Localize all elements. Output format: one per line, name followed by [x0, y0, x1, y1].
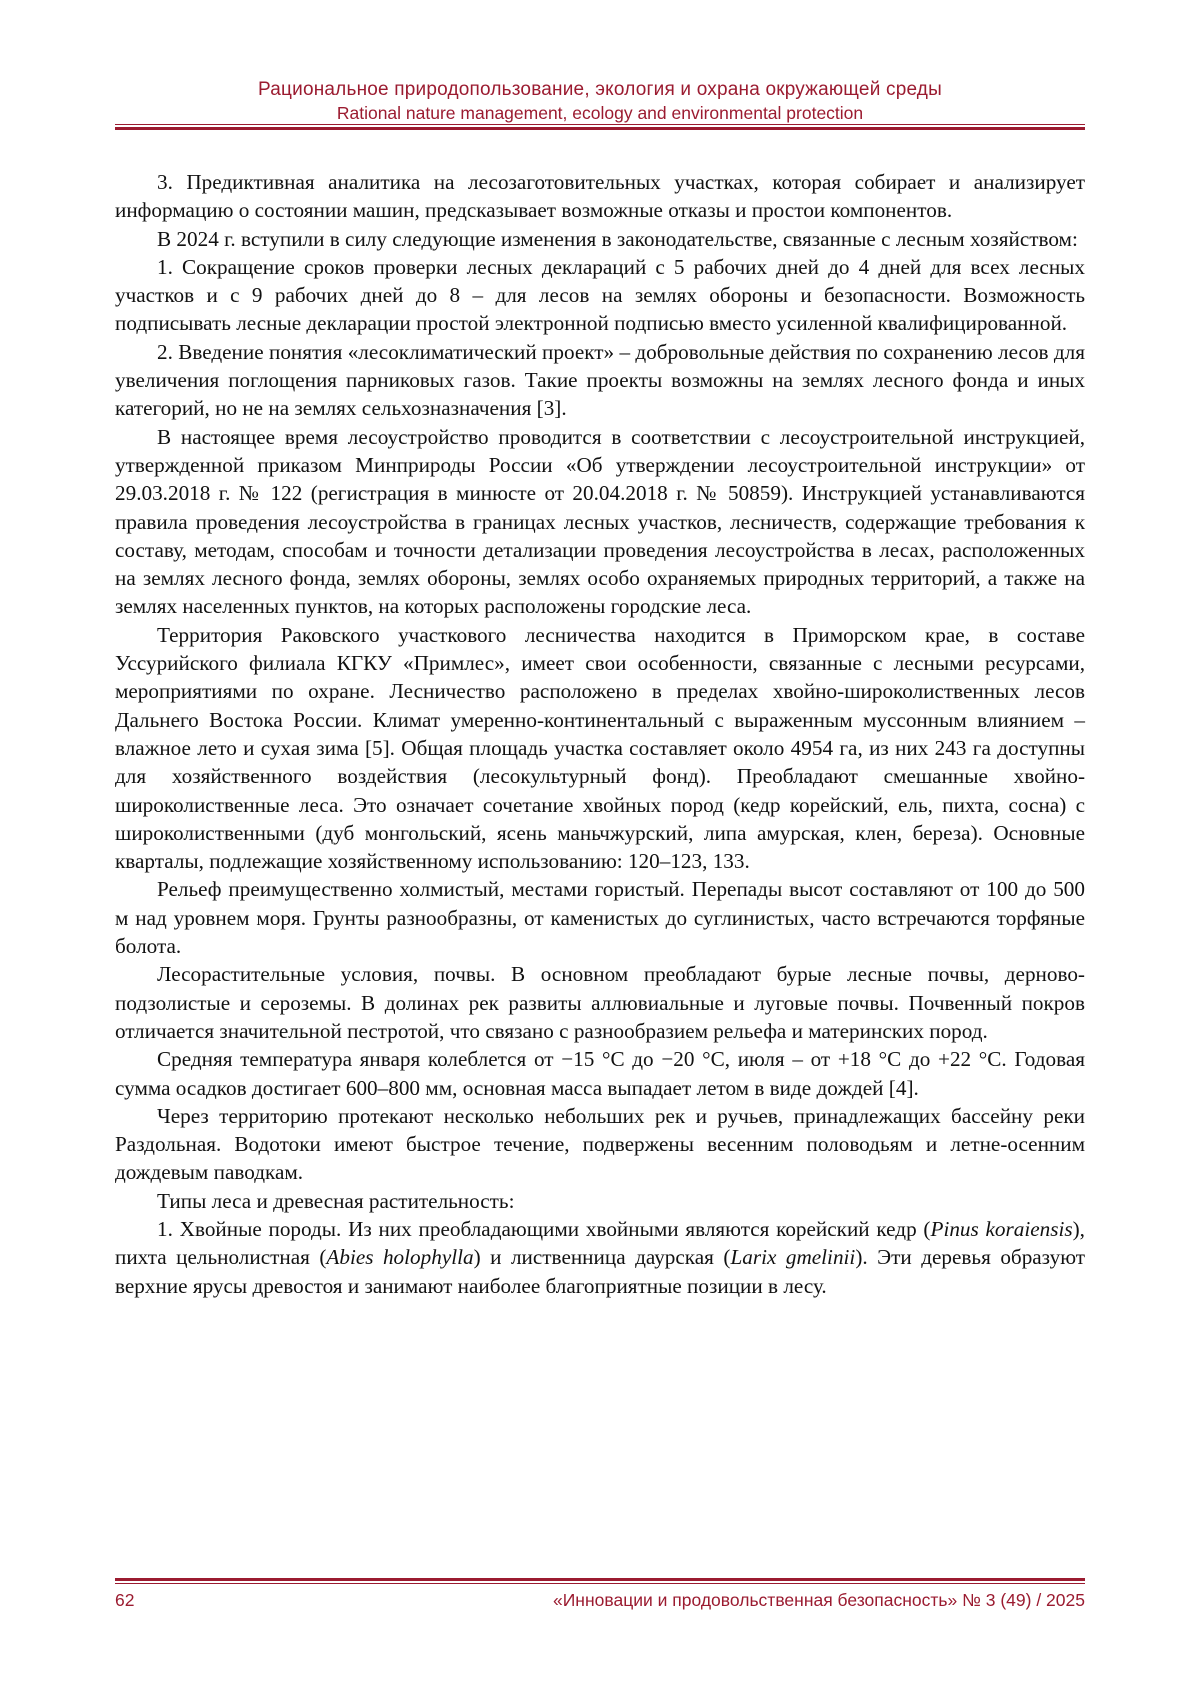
paragraph: В настоящее время лесоустройство проводится в соответствии с лесоустроительной инструкцией, утвержденной приказом Минприроды России «Об утверждении лесоустроительной инструкции» от 29.03.2018 г. № 122 (регистрация в минюсте от 20.04.2018 г. № 50859). Инструкцией устанавливаются правила проведения лесоустройства в границах лесных участков, лесничеств, содержащие требования к составу, методам, способам и точности детализации проведения лесоустройства в лесах, расположенных на землях лесного фонда, землях обороны, землях особо охраняемых природных территорий, а также на землях населенных пунктов, на которых расположены городские леса. [115, 424, 1085, 619]
running-footer [115, 1590, 1085, 1616]
latin-species-name: Pinus koraiensis [930, 1216, 1073, 1241]
text-run: ) и лиственница даурская ( [473, 1245, 731, 1270]
header-title-ru: Рациональное природопользование, экология и охрана окружающей среды [258, 79, 942, 100]
footer-rule-thin [115, 1583, 1085, 1584]
latin-species-name: Abies holophylla [326, 1245, 474, 1270]
paragraph: В 2024 г. вступили в силу следующие изменения в законодательстве, связанные с лесным хозяйством: [157, 226, 1078, 251]
text-run: 1. Хвойные породы. Из них преобладающими хвойными являются корейский кедр ( [157, 1216, 931, 1241]
paragraph: Средняя температура января колеблется от −15 °С до −20 °С, июля – от +18 °С до +22 °С. Годовая сумма осадков достигает 600–800 мм, основная масса выпадает летом в виде дождей [4]. [115, 1047, 1085, 1100]
text-run: ), пихта цельнолистная ( [115, 1216, 1085, 1270]
footer-rule-thick [115, 1578, 1085, 1581]
paragraph [115, 1215, 1085, 1300]
header-rule-thin [115, 124, 1085, 125]
header-title-en: Rational nature management, ecology and environmental protection [336, 103, 864, 123]
paragraph: Через территорию протекают несколько небольших рек и ручьев, принадлежащих бассейну реки Раздольная. Водотоки имеют быстрое течение, подвержены весенним половодьям и летне-осенним дождевым паводкам. [115, 1103, 1085, 1185]
latin-species-name: Larix gmelinii [730, 1245, 856, 1270]
journal-citation: «Инновации и продовольственная безопасность» № 3 (49) / 2025 [553, 1590, 1085, 1610]
paragraph: Типы леса и древесная растительность: [157, 1188, 515, 1213]
paragraph: Территория Раковского участкового лесничества находится в Приморском крае, в составе Уссурийского филиала КГКУ «Примлес», имеет свои особенности, связанные с лесными ресурсами, мероприятиями по охране. Лесничество расположено в пределах хвойно-широколиственных лесов Дальнего Востока России. Климат умеренно-континентальный с выраженным муссонным влиянием – влажное лето и сухая зима [5]. Общая площадь участка составляет около 4954 га, из них 243 га доступны для хозяйственного воздействия (лесокультурный фонд). Преобладают смешанные хвойно-широколиственные леса. Это означает сочетание хвойных пород (кедр корейский, ель, пихта, сосна) с широколиственными (дуб монгольский, ясень маньчжурский, липа амурская, клен, береза). Основные кварталы, подлежащие хозяйственному использованию: 120–123, 133. [115, 622, 1085, 874]
paragraph: 3. Предиктивная аналитика на лесозаготовительных участках, которая собирает и анализирует информацию о состоянии машин, предсказывает возможные отказы и простои компонентов. [115, 170, 1085, 223]
text-run: ). Эти деревья образуют верхние ярусы древостоя и занимают наиболее благоприятные позиции в лесу. [115, 1245, 1086, 1298]
paragraph: Лесорастительные условия, почвы. В основном преобладают бурые лесные почвы, дерново-подзолистые и сероземы. В долинах рек развиты аллювиальные и луговые почвы. Почвенный покров отличается значительной пестротой, что связано с разнообразием рельефа и материнских пород. [115, 962, 1085, 1043]
paragraph: Рельеф преимущественно холмистый, местами гористый. Перепады высот составляют от 100 до 500 м над уровнем моря. Грунты разнообразны, от каменистых до суглинистых, часто встречаются торфяные болота. [115, 877, 1085, 959]
page-number: 62 [115, 1590, 135, 1610]
paragraph: 2. Введение понятия «лесоклиматический проект» – добровольные действия по сохранению лесов для увеличения поглощения парниковых газов. Такие проекты возможны на землях лесного фонда и иных категорий, но не на землях сельхозназначения [3]. [115, 339, 1085, 421]
paragraph: 1. Сокращение сроков проверки лесных деклараций с 5 рабочих дней до 4 дней для всех лесных участков и с 9 рабочих дней до 8 – для лесов на землях обороны и безопасности. Возможность подписывать лесные декларации простой электронной подписью вместо усиленной квалифицированной. [115, 254, 1085, 336]
running-header [115, 78, 1085, 124]
article-body [115, 168, 1085, 1300]
header-rule-thick [115, 127, 1085, 130]
